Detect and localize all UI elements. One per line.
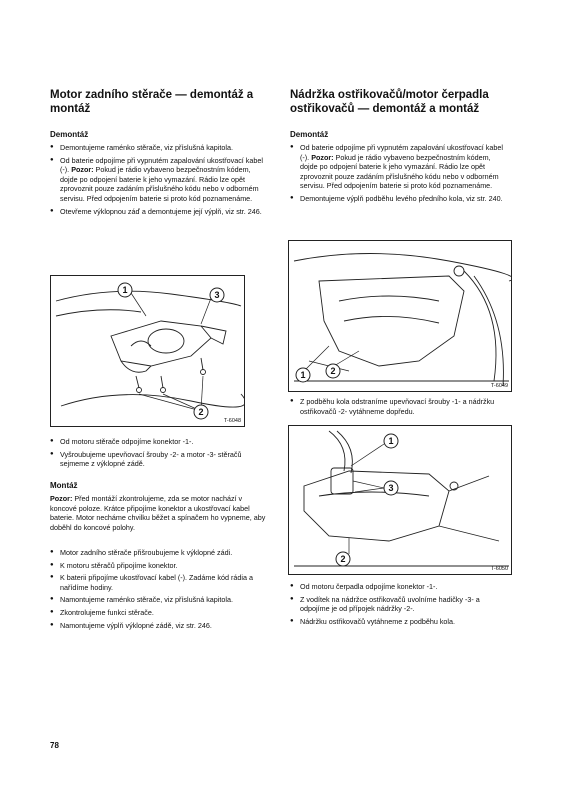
callout-2: 2 xyxy=(198,407,204,417)
right-title: Nádržka ostřikovačů/motor čerpadla ostřikovačů — demontáž a montáž xyxy=(290,89,489,115)
callout-1: 1 xyxy=(122,285,128,295)
left-section-montaz: Montáž xyxy=(50,481,78,490)
list-item: ● Namontujeme výplň výklopné zádě, viz str. 246. xyxy=(50,621,268,631)
figure-wiper-motor xyxy=(50,275,245,427)
callout-2: 2 xyxy=(330,366,336,376)
list-item: ● Od motoru stěrače odpojíme konektor -1-. xyxy=(50,437,268,447)
left-title: Motor zadního stěrače — demontáž a montáž xyxy=(50,89,254,115)
callout-1: 1 xyxy=(300,370,306,380)
callout-1: 1 xyxy=(388,436,394,446)
figure-code: T-6049 xyxy=(490,383,508,389)
right-bullets-2 xyxy=(290,397,510,419)
list-item: ● Od baterie odpojíme při vypnutém zapalování ukostřovací kabel (-). Pozor: Pokud je rádio vybaveno bezpečnostním kódem, dojde po odpojení baterie k jeho vymazání. Rádio lze opět zprovoznit pouze zadáním příslušného kódu nebo v odborném servisu. Před odpojením baterie si proto kód poznamenáme. xyxy=(290,143,510,191)
left-section-demontaz: Demontáž xyxy=(50,130,89,139)
list-item: ● Namontujeme raménko stěrače, viz příslušná kapitola. xyxy=(50,595,268,605)
callout-3: 3 xyxy=(214,290,220,300)
page-number: 78 xyxy=(50,741,59,750)
list-item: ● Z podběhu kola odstraníme upevňovací šrouby -1- a nádržku ostřikovačů -2- vytáhneme dopředu. xyxy=(290,397,510,416)
list-item: ● Vyšroubujeme upevňovací šrouby -2- a motor -3- stěračů sejmeme z výklopné zádě. xyxy=(50,450,268,469)
figure-washer-reservoir-1 xyxy=(288,240,512,392)
list-item: ● Demontujeme výplň podběhu levého předního kola, viz str. 240. xyxy=(290,194,510,204)
left-bullets-3 xyxy=(50,548,268,633)
list-item: ● Motor zadního stěrače přišroubujeme k výklopné zádi. xyxy=(50,548,268,558)
list-item: ● Demontujeme raménko stěrače, viz příslušná kapitola. xyxy=(50,143,268,153)
callout-3: 3 xyxy=(388,483,394,493)
list-item: ● K motoru stěračů připojíme konektor. xyxy=(50,561,268,571)
list-item: ● K baterii připojíme ukostřovací kabel (-). Zadáme kód rádia a nařídíme hodiny. xyxy=(50,573,268,592)
left-bullets-1 xyxy=(50,143,268,219)
list-item: ● Od motoru čerpadla odpojíme konektor -1-. xyxy=(290,582,510,592)
right-bullets-3 xyxy=(290,582,510,629)
montaz-note: Pozor: Před montáží zkontrolujeme, zda se motor nachází v koncové poloze. Krátce připojíme konektor a ukostřovací kabel baterie. Motor necháme chvilku běžet a spínačem ho vypneme, aby doběhl do koncové polohy. xyxy=(50,494,266,532)
callout-2: 2 xyxy=(340,554,346,564)
list-item: ● Nádržku ostřikovačů vytáhneme z podběhu kola. xyxy=(290,617,510,627)
list-item: ● Zkontrolujeme funkci stěrače. xyxy=(50,608,268,618)
figure-code: T-6050 xyxy=(490,566,508,572)
figure-code: T-6048 xyxy=(223,418,241,424)
left-bullets-2 xyxy=(50,437,268,472)
list-item: ● Od baterie odpojíme při vypnutém zapalování ukostřovací kabel (-). Pozor: Pokud je rádio vybaveno bezpečnostním kódem, dojde po odpojení baterie k jeho vymazání. Rádio lze opět zprovoznit pouze zadáním příslušného kódu nebo v odborném servisu. Před odpojením baterie si proto kód poznamenáme. xyxy=(50,156,268,204)
figure-washer-reservoir-2 xyxy=(288,425,512,575)
right-section-demontaz: Demontáž xyxy=(290,130,329,139)
list-item: ● Z vodítek na nádržce ostřikovačů uvolníme hadičky -3- a odpojíme je od přípojek nádržky -2-. xyxy=(290,595,510,614)
right-bullets-1 xyxy=(290,143,510,207)
list-item: ● Otevřeme výklopnou záď a demontujeme její výplň, viz str. 246. xyxy=(50,207,268,217)
